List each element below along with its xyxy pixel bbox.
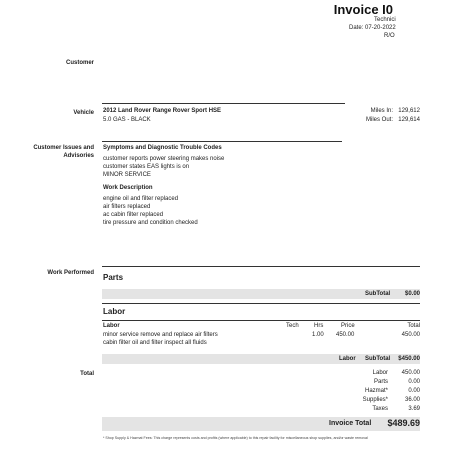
labor-band-label: Labor	[339, 356, 356, 362]
labor-row-desc-line1: minor service remove and replace air filters	[103, 332, 218, 338]
symptoms-title: Symptoms and Diagnostic Trouble Codes	[103, 145, 222, 151]
work-performed-divider	[102, 266, 420, 267]
issues-divider	[102, 141, 342, 142]
issues-label-line1: Customer Issues and	[33, 145, 94, 151]
labor-header-total: Total	[407, 323, 420, 329]
invoice-total-band	[102, 417, 420, 431]
labor-header-divider	[102, 320, 420, 321]
labor-title: Labor	[103, 307, 126, 316]
work-performed-label: Work Performed	[47, 270, 94, 276]
labor-header-hrs: Hrs	[314, 323, 324, 329]
total-row-value: 0.00	[408, 379, 420, 385]
invoice-total-label: Invoice Total	[329, 420, 372, 427]
technician-label: Technici	[374, 17, 396, 23]
total-row-value: 450.00	[401, 370, 420, 376]
total-row-label: Hazmat*	[364, 388, 388, 394]
work-item: engine oil and filter replaced	[103, 196, 179, 202]
total-label: Total	[80, 371, 94, 377]
total-row-label: Taxes	[372, 406, 388, 412]
ro-label: R/O	[384, 33, 395, 39]
labor-row-price: 450.00	[336, 332, 355, 338]
labor-row-desc-line2: cabin filter oil and filter inspect all fluids	[103, 340, 207, 346]
symptom-item: MINOR SERVICE	[103, 172, 151, 178]
issues-label-line2: Advisories	[63, 153, 94, 159]
parts-title: Parts	[103, 273, 124, 282]
miles-out-value: 129,614	[398, 117, 420, 123]
invoice-total-value: $489.69	[387, 418, 420, 428]
vehicle-name: 2012 Land Rover Range Rover Sport HSE	[103, 108, 222, 114]
work-description-title: Work Description	[103, 185, 153, 191]
footnote: * Shop Supply & Hazmat Fees: This charge represents costs and profits (where applicable) to this repair facility for miscellaneous shop supplies, and/or waste removal	[103, 436, 368, 440]
labor-header-tech: Tech	[286, 323, 299, 329]
labor-header-item: Labor	[103, 323, 120, 329]
labor-subtotal-label: SubTotal	[365, 356, 391, 362]
miles-in-label: Miles In:	[370, 108, 393, 114]
vehicle-engine: 5.0 GAS - BLACK	[103, 117, 151, 123]
symptom-item: customer reports power steering makes noise	[103, 156, 225, 162]
total-row-label: Supplies*	[362, 397, 388, 403]
invoice-date: Date: 07-20-2022	[349, 25, 396, 31]
labor-row-hrs: 1.00	[312, 332, 324, 338]
total-row-label: Parts	[373, 379, 388, 385]
work-item: ac cabin filter replaced	[103, 212, 164, 218]
labor-divider	[102, 303, 420, 304]
total-row-value: 3.69	[408, 406, 420, 412]
customer-label: Customer	[65, 60, 94, 66]
labor-subtotal-value: $450.00	[398, 356, 420, 362]
total-row-value: 0.00	[408, 388, 420, 394]
work-item: tire pressure and condition checked	[103, 220, 198, 226]
symptom-item: customer states EAS lights is on	[103, 164, 190, 170]
parts-subtotal-value: $0.00	[404, 291, 420, 297]
miles-in-value: 129,612	[398, 108, 420, 114]
miles-out-label: Miles Out:	[365, 117, 393, 123]
total-row-value: 36.00	[404, 397, 420, 403]
parts-subtotal-label: SubTotal	[365, 291, 391, 297]
vehicle-divider	[102, 103, 345, 104]
total-row-label: Labor	[372, 370, 388, 376]
work-item: air filters replaced	[103, 204, 151, 210]
vehicle-label: Vehicle	[73, 110, 94, 116]
invoice-title: Invoice I0	[333, 2, 393, 17]
labor-row-total: 450.00	[401, 332, 420, 338]
labor-header-price: Price	[341, 323, 355, 329]
